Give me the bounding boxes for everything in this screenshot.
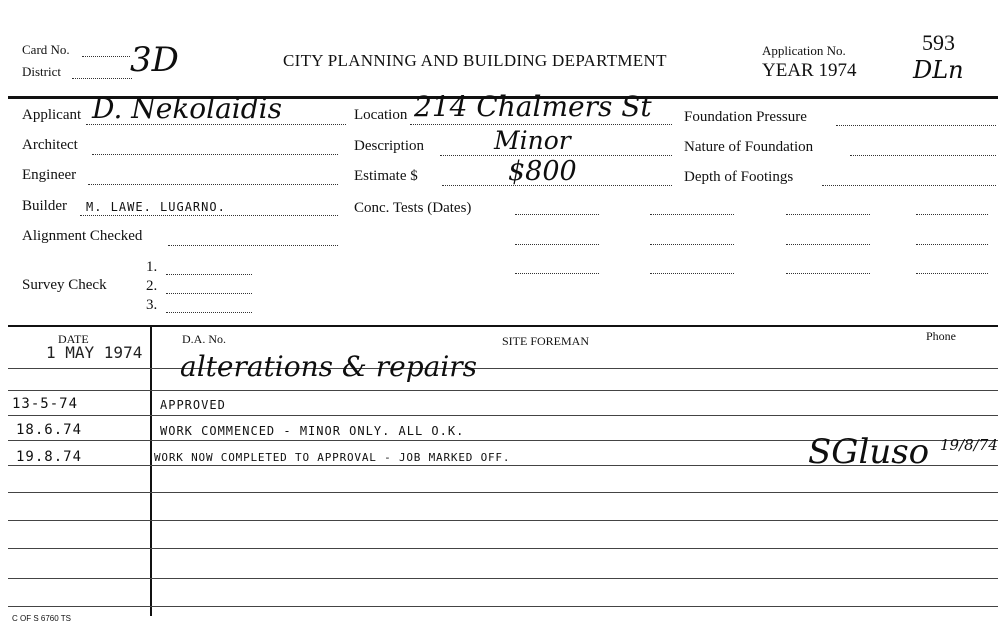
log-entry-1-date: 13-5-74 bbox=[12, 396, 79, 412]
builder-label: Builder bbox=[22, 198, 67, 214]
site-foreman-header: SITE FOREMAN bbox=[502, 334, 590, 348]
survey-num-3: 3. bbox=[146, 297, 158, 313]
initials: DLn bbox=[913, 56, 964, 84]
estimate-label: Estimate $ bbox=[354, 168, 418, 184]
applicant-value: D. Nekolaidis bbox=[92, 92, 282, 125]
department-title: CITY PLANNING AND BUILDING DEPARTMENT bbox=[283, 51, 667, 70]
log-entry-3-date: 19.8.74 bbox=[16, 449, 83, 465]
nature-foundation-label: Nature of Foundation bbox=[684, 139, 814, 155]
engineer-label: Engineer bbox=[22, 167, 77, 183]
date-header: DATE bbox=[58, 332, 89, 346]
date-stamp: 1 MAY 1974 bbox=[46, 343, 143, 362]
district-label: District bbox=[22, 64, 61, 79]
form-code: C OF S 6760 TS bbox=[12, 614, 71, 623]
log-entry-2-text: WORK COMMENCED - MINOR ONLY. ALL O.K. bbox=[160, 424, 465, 438]
survey-label: Survey Check bbox=[22, 277, 107, 293]
district-value: 3D bbox=[130, 40, 179, 80]
log-entry-3-text: WORK NOW COMPLETED TO APPROVAL - JOB MARKED OFF. bbox=[154, 451, 511, 464]
survey-num-1: 1. bbox=[146, 259, 158, 275]
application-no-label: Application No. bbox=[762, 43, 846, 58]
application-no-value: 593 bbox=[922, 30, 955, 55]
log-entry-1-text: APPROVED bbox=[160, 398, 226, 412]
year-label: YEAR 1974 bbox=[762, 60, 857, 81]
estimate-value: $800 bbox=[508, 156, 577, 187]
conc-tests-label: Conc. Tests (Dates) bbox=[354, 200, 472, 216]
foundation-pressure-label: Foundation Pressure bbox=[684, 109, 807, 125]
da-header: D.A. No. bbox=[182, 332, 226, 346]
log-entry-0-text: alterations & repairs bbox=[180, 350, 478, 383]
alignment-label: Alignment Checked bbox=[22, 228, 143, 244]
log-entry-2-date: 18.6.74 bbox=[16, 422, 83, 438]
depth-footings-label: Depth of Footings bbox=[684, 169, 794, 185]
description-value: Minor bbox=[494, 126, 571, 155]
builder-value: M. LAWE. LUGARNO. bbox=[86, 200, 226, 214]
signature-date: 19/8/74 bbox=[940, 436, 998, 454]
phone-header: Phone bbox=[926, 329, 956, 343]
survey-num-2: 2. bbox=[146, 278, 158, 294]
location-value: 214 Chalmers St bbox=[414, 90, 652, 123]
applicant-label: Applicant bbox=[22, 107, 82, 123]
card-no-label: Card No. bbox=[22, 42, 70, 57]
architect-label: Architect bbox=[22, 137, 78, 153]
signature: SGluso bbox=[808, 432, 930, 472]
location-label: Location bbox=[354, 107, 408, 123]
description-label: Description bbox=[354, 138, 424, 154]
